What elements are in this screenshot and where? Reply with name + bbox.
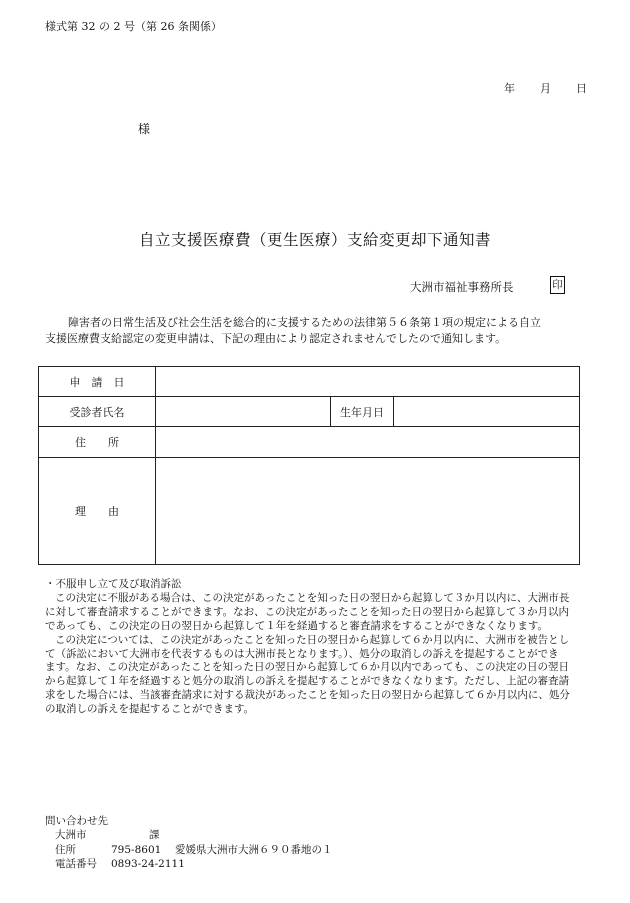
- notice-line: この決定に不服がある場合は、この決定があったことを知った日の翌日から起算して３か月以内に、大洲市長: [55, 591, 570, 604]
- notice-line: であっても、この決定の日の翌日から起算して１年を経過すると審査請求をすることができなくなります。: [45, 619, 549, 632]
- birth-date-label: 生年月日: [331, 397, 394, 427]
- address-field[interactable]: [156, 427, 580, 458]
- contact-address-label: 住所: [55, 843, 76, 856]
- notice-line: から起算して１年を経過すると処分の取消しの訴えを提起することができなくなります。ただし、上記の審査請: [45, 675, 570, 688]
- notice-heading: ・不服申し立て及び取消訴訟: [45, 578, 182, 590]
- birth-date-field[interactable]: [394, 397, 580, 427]
- contact-heading: 問い合わせ先: [45, 815, 108, 827]
- issuer-name: 大洲市福祉事務所長: [410, 280, 514, 294]
- date-month-label: 月: [540, 82, 551, 95]
- table-row: [39, 458, 580, 565]
- contact-phone: 0893-24-2111: [111, 858, 185, 871]
- contact-postal-code: 795-8601: [111, 843, 162, 856]
- intro-line-1: 障害者の日常生活及び社会生活を総合的に支援するための法律第５６条第１項の規定による自立: [68, 316, 541, 329]
- application-date-field[interactable]: [156, 367, 580, 397]
- document-title: 自立支援医療費（更生医療）支給変更却下通知書: [138, 231, 491, 249]
- patient-name-label: 受診者氏名: [39, 397, 156, 427]
- contact-address: 愛媛県大洲市大洲６９０番地の１: [175, 843, 333, 856]
- notice-line: 求をした場合には、当該審査請求に対する裁決があったことを知った日の翌日から起算して６か月以内に、処分: [45, 689, 570, 702]
- form-number: 様式第 32 の 2 号（第 26 条関係）: [45, 20, 222, 33]
- intro-text: [45, 315, 585, 347]
- date-day-label: 日: [576, 82, 587, 95]
- application-table: [38, 366, 580, 565]
- reason-label: 理 由: [39, 458, 156, 565]
- reason-field[interactable]: [156, 458, 580, 565]
- contact-section: 課: [149, 829, 160, 842]
- table-row: [39, 397, 580, 427]
- notice-line: ます。なお、この決定があったことを知った日の翌日から起算して６か月以内であっても、この決定の日の翌日: [45, 661, 569, 674]
- table-row: [39, 427, 580, 458]
- patient-name-field[interactable]: [156, 397, 331, 427]
- date-year-label: 年: [504, 82, 515, 95]
- notice-line: に対して審査請求することができます。なお、この決定があったことを知った日の翌日から起算して３か月以内: [45, 605, 570, 618]
- application-date-label: 申 請 日: [39, 367, 156, 397]
- appeal-notice: [45, 578, 585, 717]
- notice-line: て（訴訟において大洲市を代表するものは大洲市長となります。）、処分の取消しの訴えを提起することができ: [45, 647, 559, 660]
- addressee-suffix: 様: [138, 122, 151, 136]
- notice-line: この決定については、この決定があったことを知った日の翌日から起算して６か月以内に、大洲市を被告とし: [55, 633, 570, 646]
- seal-mark: 印: [550, 276, 565, 294]
- contact-city: 大洲市: [55, 829, 87, 842]
- notice-line: の取消しの訴えを提起することができます。: [45, 703, 255, 716]
- table-row: [39, 367, 580, 397]
- contact-phone-label: 電話番号: [55, 858, 97, 871]
- intro-line-2: 支援医療費支給認定の変更申請は、下記の理由により認定されませんでしたので通知します。: [45, 332, 507, 345]
- address-label: 住 所: [39, 427, 156, 458]
